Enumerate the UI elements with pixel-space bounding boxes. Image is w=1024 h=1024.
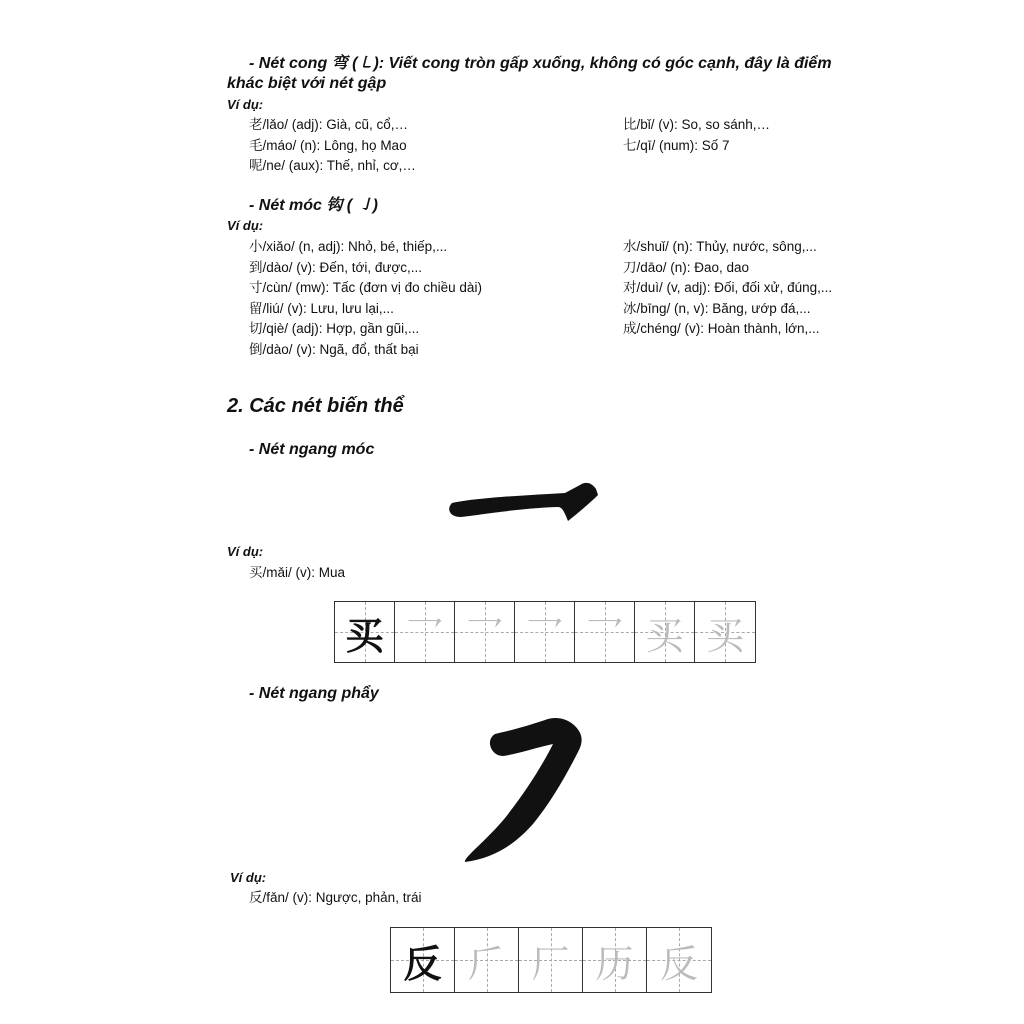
stroke-order-cell: 买 bbox=[635, 602, 695, 662]
bent-stroke-heading: - Nét cong 弯 (㇄): Viết cong tròn gấp xuống, không có góc cạnh, đây là điểm bbox=[249, 55, 832, 72]
stroke-order-grid bbox=[390, 927, 712, 993]
horizontal-hook-heading: - Nét ngang móc bbox=[249, 441, 375, 458]
list-item: 到/dào/ (v): Đến, tới, được,... bbox=[249, 259, 423, 275]
stroke-order-cell: 乛 bbox=[395, 602, 455, 662]
stroke-order-cell: 𠂆 bbox=[455, 928, 519, 992]
list-item: 七/qī/ (num): Số 7 bbox=[623, 137, 730, 153]
horizontal-hook-stroke-illustration bbox=[440, 475, 610, 530]
example-list-left bbox=[249, 237, 482, 360]
stroke-order-grid bbox=[334, 601, 756, 663]
list-item: 留/liú/ (v): Lưu, lưu lại,... bbox=[249, 300, 394, 316]
stroke-order-cell: 厂 bbox=[519, 928, 583, 992]
example-label: Ví dụ: bbox=[227, 544, 264, 559]
section-title: 2. Các nét biến thể bbox=[227, 395, 404, 417]
horizontal-falling-heading: - Nét ngang phẩy bbox=[249, 685, 379, 702]
example-list-right bbox=[623, 237, 832, 340]
example-list-left bbox=[249, 115, 416, 177]
example-label: Ví dụ: bbox=[227, 97, 264, 112]
hook-stroke-heading: - Nét móc 钩 ( ㇚) bbox=[249, 197, 378, 214]
list-item: 呢/ne/ (aux): Thế, nhỉ, cơ,… bbox=[249, 158, 416, 173]
list-item: 比/bǐ/ (v): So, so sánh,… bbox=[623, 117, 771, 132]
stroke-order-cell: 乛 bbox=[575, 602, 635, 662]
list-item: 切/qiè/ (adj): Hợp, gần gũi,... bbox=[249, 321, 420, 336]
stroke-order-cell: 乛 bbox=[515, 602, 575, 662]
stroke-order-cell: 反 bbox=[647, 928, 711, 992]
stroke-order-cell: 买 bbox=[335, 602, 395, 662]
list-item: 冰/bīng/ (n, v): Băng, ướp đá,... bbox=[623, 300, 811, 316]
example-item: 买/mǎi/ (v): Mua bbox=[249, 565, 346, 580]
example-item: 反/fǎn/ (v): Ngược, phản, trái bbox=[249, 890, 422, 905]
example-list-right bbox=[623, 115, 770, 156]
list-item: 毛/máo/ (n): Lông, họ Mao bbox=[249, 137, 407, 153]
bent-stroke-heading-line2: khác biệt với nét gập bbox=[227, 75, 387, 92]
example-label: Ví dụ: bbox=[227, 218, 264, 233]
list-item: 水/shuǐ/ (n): Thủy, nước, sông,... bbox=[623, 239, 817, 254]
list-item: 成/chéng/ (v): Hoàn thành, lớn,... bbox=[623, 321, 820, 336]
list-item: 倒/dào/ (v): Ngã, đổ, thất bại bbox=[249, 341, 419, 357]
list-item: 老/lǎo/ (adj): Già, cũ, cổ,… bbox=[249, 117, 409, 132]
stroke-order-cell: 历 bbox=[583, 928, 647, 992]
stroke-order-cell: 买 bbox=[695, 602, 755, 662]
list-item: 刀/dāo/ (n): Đao, dao bbox=[623, 259, 750, 275]
stroke-order-cell: 反 bbox=[391, 928, 455, 992]
stroke-order-cell: 乛 bbox=[455, 602, 515, 662]
list-item: 小/xiǎo/ (n, adj): Nhỏ, bé, thiếp,... bbox=[249, 239, 448, 254]
list-item: 对/duì/ (v, adj): Đối, đối xử, đúng,... bbox=[623, 280, 833, 295]
list-item: 寸/cùn/ (mw): Tấc (đơn vị đo chiều dài) bbox=[249, 280, 482, 295]
example-label: Ví dụ: bbox=[230, 870, 267, 885]
horizontal-falling-stroke-illustration bbox=[455, 712, 595, 867]
